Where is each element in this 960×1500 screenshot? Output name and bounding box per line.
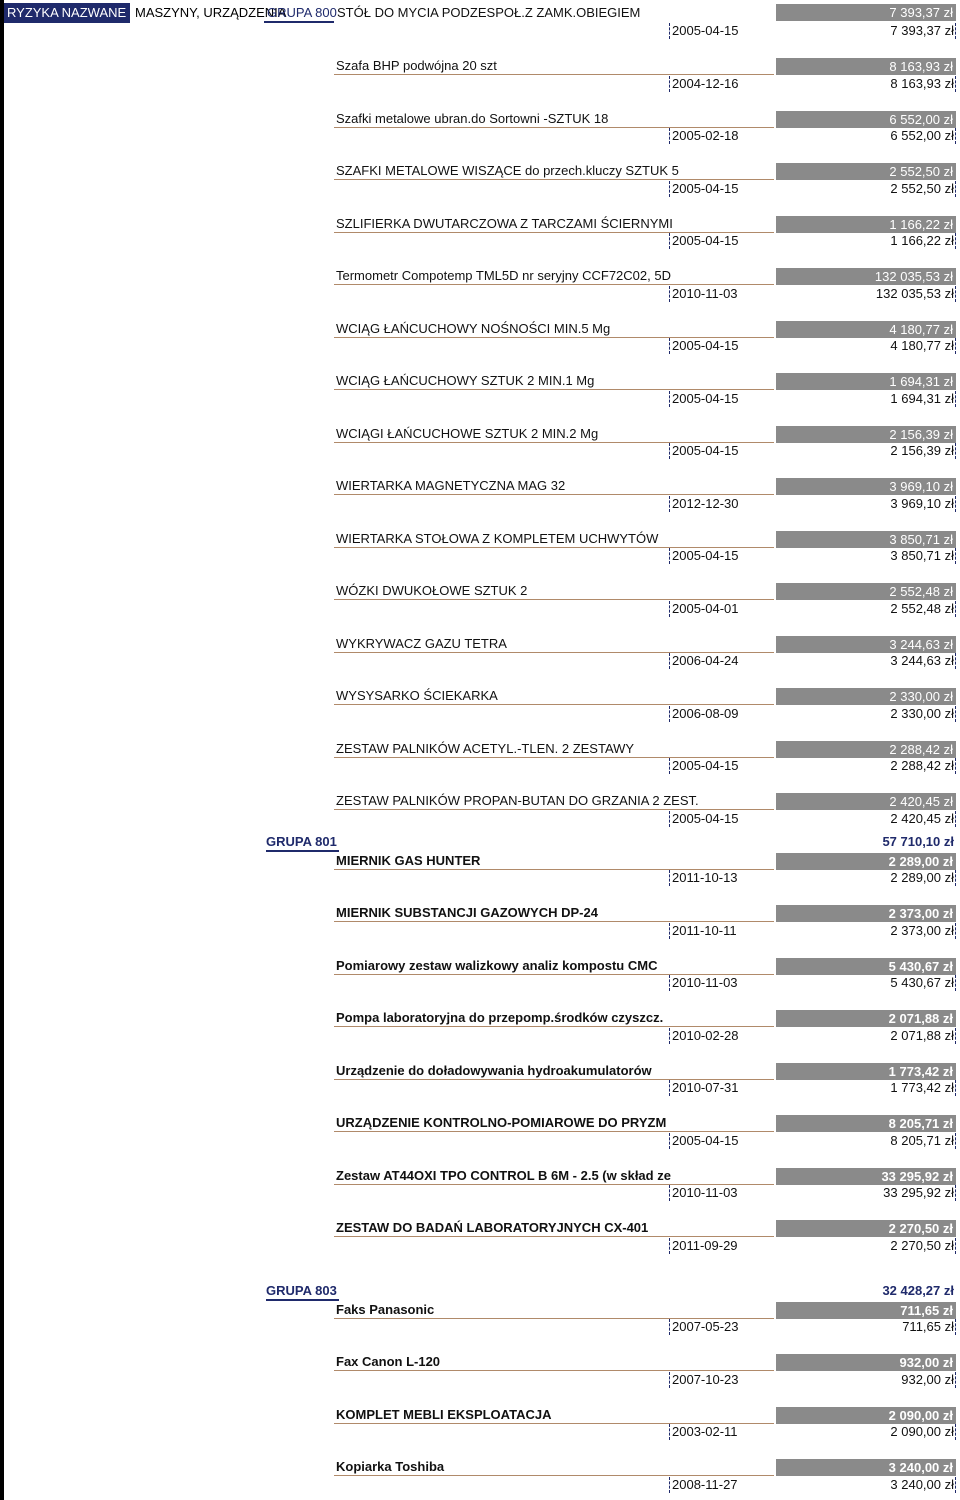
date-dash-left (669, 496, 670, 512)
item-name: Fax Canon L-120 (336, 1354, 441, 1369)
date-dash-left (669, 233, 670, 249)
item-date: 2010-11-03 (672, 975, 738, 990)
item-amount: 2 420,45 zł (776, 793, 956, 810)
item-amount: 3 244,63 zł (776, 636, 956, 653)
date-dash-left (669, 391, 670, 407)
date-dash-left (669, 923, 670, 939)
date-dash-left (669, 706, 670, 722)
date-dash-right (955, 1133, 956, 1149)
item-date: 2005-04-01 (672, 600, 739, 616)
item-value: 711,65 zł (902, 1319, 954, 1334)
item-name: WCIĄGI ŁAŃCUCHOWE SZTUK 2 MIN.2 Mg (336, 425, 599, 441)
date-dash-right (955, 706, 956, 722)
date-dash-left (669, 1185, 670, 1201)
item-value: 1 166,22 zł (890, 233, 954, 248)
date-dash-right (955, 1028, 956, 1044)
date-dash-right (955, 548, 956, 564)
item-name: ZESTAW PALNIKÓW ACETYL.-TLEN. 2 ZESTAWY (336, 740, 635, 756)
item-name: Urządzenie do doładowywania hydroakumulatorów (336, 1062, 652, 1078)
date-dash-right (955, 811, 956, 827)
date-dash-left (669, 1424, 670, 1440)
item-name: Szafki metalowe ubran.do Sortowni -SZTUK 18 (336, 110, 609, 126)
date-dash-left (669, 443, 670, 459)
item-value: 6 552,00 zł (890, 128, 954, 143)
item-date: 2005-04-15 (672, 1132, 739, 1148)
date-dash-left (669, 1080, 670, 1096)
item-amount: 2 552,48 zł (776, 583, 956, 600)
item-date: 2010-11-03 (672, 285, 738, 301)
item-value: 8 163,93 zł (890, 75, 954, 91)
date-dash-right (955, 1185, 956, 1201)
item-amount: 2 330,00 zł (776, 688, 956, 705)
item-date: 2008-11-27 (672, 1476, 738, 1492)
item-date: 2005-04-15 (672, 390, 739, 406)
item-name: Faks Panasonic (336, 1301, 435, 1317)
item-name: KOMPLET MEBLI EKSPLOATACJA (336, 1406, 552, 1422)
date-dash-right (955, 23, 956, 39)
item-date: 2007-10-23 (672, 1371, 739, 1387)
date-dash-right (955, 975, 956, 991)
item-value: 3 244,63 zł (890, 653, 954, 668)
date-dash-right (955, 601, 956, 617)
date-dash-right (955, 338, 956, 354)
date-dash-left (669, 1372, 670, 1388)
item-amount: 4 180,77 zł (776, 321, 956, 338)
item-amount: 8 163,93 zł (776, 58, 956, 75)
item-value: 2 156,39 zł (890, 443, 954, 458)
item-date: 2007-05-23 (672, 1319, 739, 1334)
item-amount: 2 288,42 zł (776, 741, 956, 758)
date-dash-left (669, 758, 670, 774)
risk-name-cell: RYZYKA NAZWANE (4, 3, 130, 23)
item-amount: 132 035,53 zł (776, 268, 956, 285)
item-value: 3 850,71 zł (890, 548, 954, 563)
item-date: 2005-04-15 (672, 233, 739, 248)
date-dash-left (669, 286, 670, 302)
item-date: 2010-11-03 (672, 1185, 738, 1200)
item-name: SZAFKI METALOWE WISZĄCE do przech.kluczy SZTUK 5 (336, 163, 679, 178)
item-value: 5 430,67 zł (890, 975, 954, 990)
item-name: MIERNIK GAS HUNTER (336, 852, 481, 868)
item-date: 2004-12-16 (672, 75, 739, 91)
date-dash-right (955, 1319, 956, 1335)
item-name: WCIĄG ŁAŃCUCHOWY SZTUK 2 MIN.1 Mg (336, 373, 595, 388)
group-total: 57 710,10 zł (882, 833, 954, 849)
item-name: ZESTAW PALNIKÓW PROPAN-BUTAN DO GRZANIA 2 ZEST. (336, 793, 699, 808)
item-name: Pomiarowy zestaw walizkowy analiz kompostu CMC (336, 957, 658, 973)
group-label: GRUPA 803 (266, 1283, 339, 1301)
item-value: 2 552,50 zł (890, 180, 954, 196)
item-value: 132 035,53 zł (875, 285, 954, 301)
item-date: 2005-04-15 (672, 443, 739, 458)
item-value: 4 180,77 zł (890, 338, 954, 353)
date-dash-left (669, 601, 670, 617)
date-dash-right (955, 870, 956, 886)
item-value: 2 289,00 zł (890, 870, 954, 885)
date-dash-left (669, 23, 670, 39)
item-date: 2011-10-13 (672, 870, 738, 885)
item-name: URZĄDZENIE KONTROLNO-POMIAROWE DO PRYZM (336, 1115, 667, 1130)
date-dash-right (955, 1477, 956, 1493)
date-dash-right (955, 496, 956, 512)
item-amount: 6 552,00 zł (776, 111, 956, 128)
left-border (0, 0, 4, 1500)
item-date: 2011-10-11 (672, 922, 737, 938)
item-date: 2011-09-29 (672, 1237, 738, 1253)
item-amount: 33 295,92 zł (776, 1168, 956, 1185)
date-dash-left (669, 338, 670, 354)
item-date: 2006-08-09 (672, 705, 739, 721)
item-amount: 5 430,67 zł (776, 958, 956, 975)
first-item-date: 2005-04-15 (672, 23, 739, 38)
item-amount: 2 373,00 zł (776, 905, 956, 922)
date-dash-right (955, 1424, 956, 1440)
item-name: Termometr Compotemp TML5D nr seryjny CCF72C02, 5D (336, 268, 671, 283)
date-dash-left (669, 128, 670, 144)
item-amount: 2 270,50 zł (776, 1220, 956, 1237)
item-value: 2 288,42 zł (890, 758, 954, 773)
date-dash-right (955, 443, 956, 459)
date-dash-right (955, 181, 956, 197)
item-date: 2003-02-11 (672, 1424, 738, 1439)
first-item-value: 7 393,37 zł (890, 23, 954, 38)
item-name: WIERTARKA MAGNETYCZNA MAG 32 (336, 478, 566, 493)
date-dash-left (669, 1238, 670, 1254)
item-value: 8 205,71 zł (890, 1132, 954, 1148)
item-date: 2005-04-15 (672, 180, 739, 196)
item-date: 2005-04-15 (672, 548, 739, 563)
item-amount: 2 071,88 zł (776, 1010, 956, 1027)
group-total: 32 428,27 zł (882, 1282, 954, 1298)
item-amount: 8 205,71 zł (776, 1115, 956, 1132)
item-value: 3 240,00 zł (890, 1476, 954, 1492)
date-dash-right (955, 653, 956, 669)
item-date: 2005-02-18 (672, 128, 739, 143)
item-amount: 932,00 zł (776, 1354, 956, 1371)
date-dash-left (669, 653, 670, 669)
date-dash-left (669, 1477, 670, 1493)
item-value: 3 969,10 zł (890, 495, 954, 511)
item-date: 2006-04-24 (672, 653, 739, 668)
date-dash-left (669, 870, 670, 886)
group-label: GRUPA 801 (266, 834, 339, 852)
date-dash-right (955, 128, 956, 144)
date-dash-left (669, 181, 670, 197)
category-cell: MASZYNY, URZĄDZENIA (135, 5, 287, 20)
item-amount: 1 773,42 zł (776, 1063, 956, 1080)
first-item-amount: 7 393,37 zł (776, 4, 956, 21)
date-dash-left (669, 1028, 670, 1044)
item-amount: 1 166,22 zł (776, 216, 956, 233)
item-name: WÓZKI DWUKOŁOWE SZTUK 2 (336, 583, 528, 598)
item-value: 2 552,48 zł (890, 600, 954, 616)
item-value: 33 295,92 zł (883, 1185, 954, 1200)
item-name: MIERNIK SUBSTANCJI GAZOWYCH DP-24 (336, 905, 598, 920)
item-value: 2 420,45 zł (890, 810, 954, 826)
item-date: 2012-12-30 (672, 495, 739, 511)
date-dash-right (955, 1372, 956, 1388)
item-amount: 2 156,39 zł (776, 426, 956, 443)
item-amount: 2 090,00 zł (776, 1407, 956, 1424)
date-dash-right (955, 76, 956, 92)
item-amount: 711,65 zł (776, 1302, 956, 1319)
item-value: 2 090,00 zł (890, 1424, 954, 1439)
item-name: SZLIFIERKA DWUTARCZOWA Z TARCZAMI ŚCIERNYMI (336, 215, 673, 231)
date-dash-left (669, 1133, 670, 1149)
item-value: 2 330,00 zł (890, 705, 954, 721)
item-amount: 1 694,31 zł (776, 373, 956, 390)
item-amount: 3 240,00 zł (776, 1459, 956, 1476)
item-amount: 3 850,71 zł (776, 531, 956, 548)
item-value: 1 773,42 zł (890, 1080, 954, 1095)
item-date: 2005-04-15 (672, 758, 739, 773)
first-item-desc: STÓŁ DO MYCIA PODZESPOŁ.Z ZAMK.OBIEGIEM (337, 5, 641, 20)
item-date: 2010-07-31 (672, 1080, 739, 1095)
date-dash-right (955, 1080, 956, 1096)
item-name: Pompa laboratoryjna do przepomp.środków czyszcz. (336, 1010, 664, 1025)
item-amount: 3 969,10 zł (776, 478, 956, 495)
item-name: Szafa BHP podwójna 20 szt (336, 58, 497, 73)
item-value: 1 694,31 zł (890, 390, 954, 406)
date-dash-right (955, 233, 956, 249)
item-amount: 2 552,50 zł (776, 163, 956, 180)
item-name: Kopiarka Toshiba (336, 1459, 445, 1474)
item-value: 2 373,00 zł (890, 922, 954, 938)
item-amount: 2 289,00 zł (776, 853, 956, 870)
group-800-cell: GRUPA 800 (264, 3, 334, 23)
item-date: 2005-04-15 (672, 338, 739, 353)
item-date: 2010-02-28 (672, 1027, 739, 1043)
date-dash-left (669, 76, 670, 92)
item-name: WCIĄG ŁAŃCUCHOWY NOŚNOŚCI MIN.5 Mg (336, 320, 611, 336)
item-name: Zestaw AT44OXI TPO CONTROL B 6M - 2.5 (w skład ze (336, 1167, 671, 1183)
item-name: WYKRYWACZ GAZU TETRA (336, 635, 507, 651)
item-value: 2 270,50 zł (890, 1237, 954, 1253)
item-name: WYSYSARKO ŚCIEKARKA (336, 688, 498, 703)
item-date: 2005-04-15 (672, 810, 739, 826)
item-name: WIERTARKA STOŁOWA Z KOMPLETEM UCHWYTÓW (336, 530, 659, 546)
item-value: 932,00 zł (901, 1371, 954, 1387)
date-dash-left (669, 1319, 670, 1335)
date-dash-right (955, 923, 956, 939)
item-value: 2 071,88 zł (890, 1027, 954, 1043)
date-dash-left (669, 975, 670, 991)
date-dash-right (955, 391, 956, 407)
date-dash-right (955, 286, 956, 302)
item-name: ZESTAW DO BADAŃ LABORATORYJNYCH CX-401 (336, 1220, 649, 1235)
date-dash-right (955, 1238, 956, 1254)
date-dash-left (669, 548, 670, 564)
date-dash-right (955, 758, 956, 774)
date-dash-left (669, 811, 670, 827)
